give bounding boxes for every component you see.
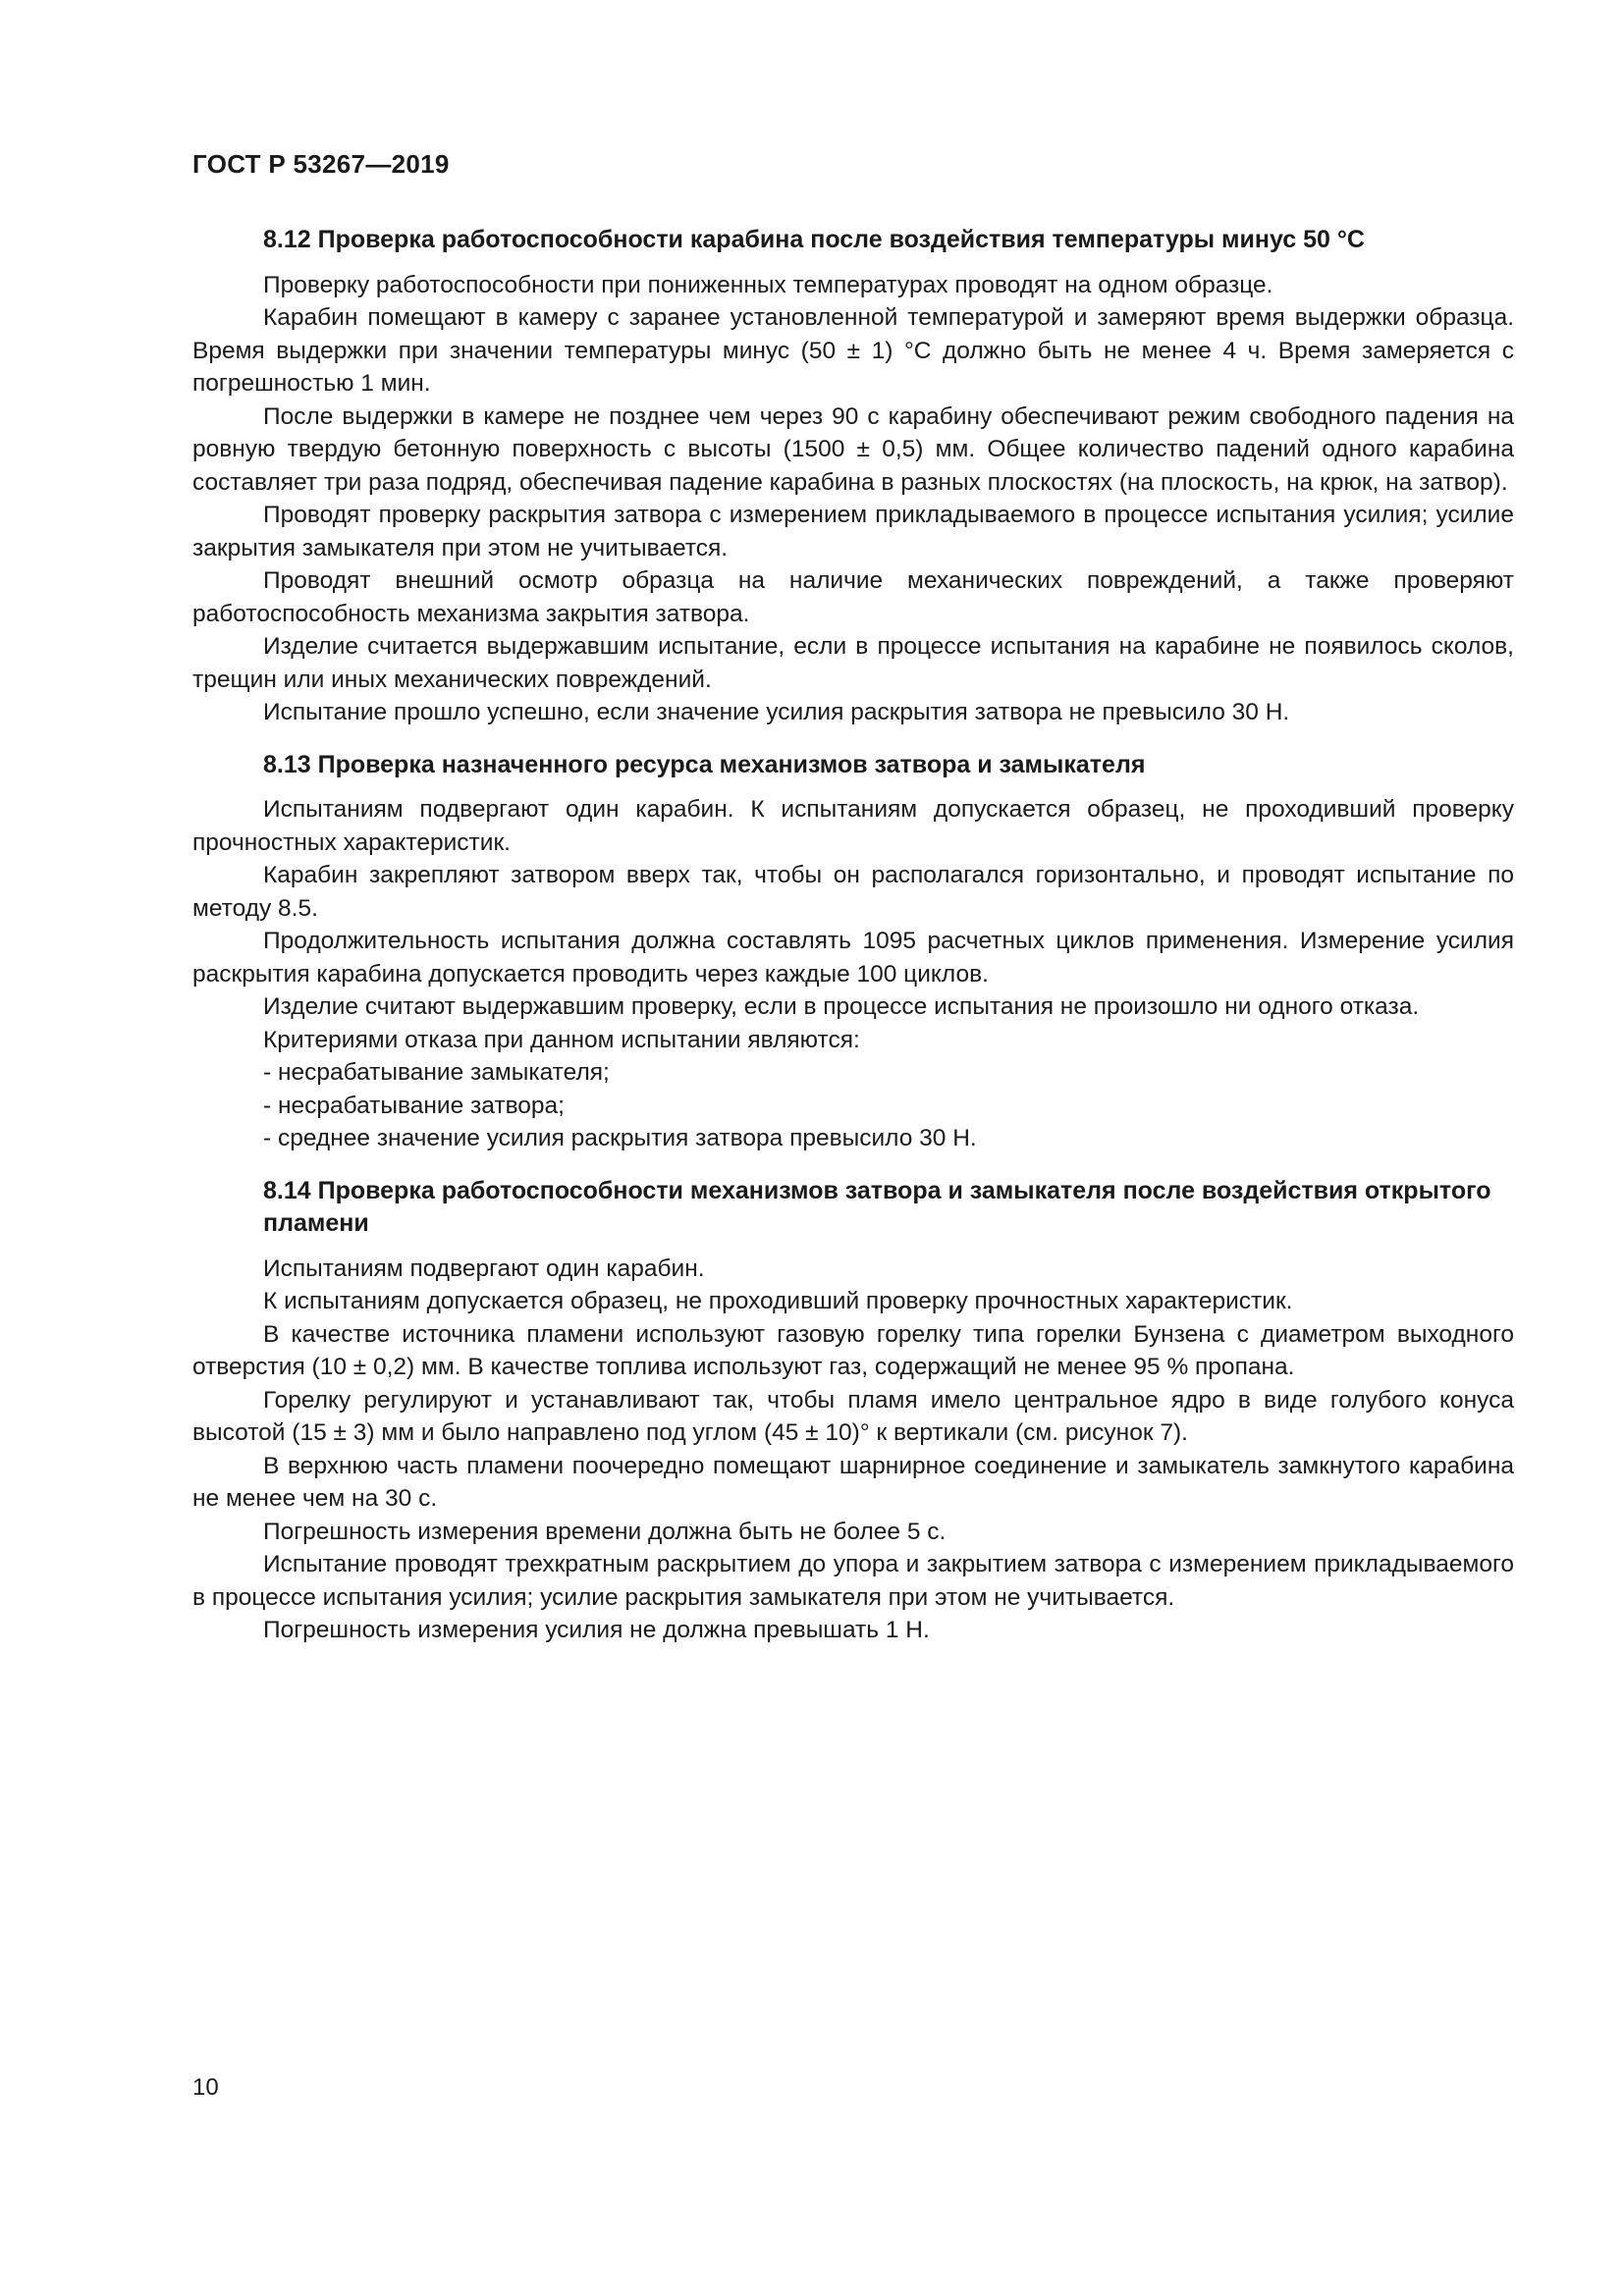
section-8-12-paragraph: Проводят проверку раскрытия затвора с измерением прикладываемого в процессе испытания усилия; усилие закрытия замыкателя при этом не учитывается. <box>192 502 1514 561</box>
section-8-12-paragraph: После выдержки в камере не позднее чем через 90 с карабину обеспечивают режим свободного падения на ровную твердую бетонную поверхность с высоты (1500 ± 0,5) мм. Общее количество падений одного карабина составляет три раза подряд, обеспечивая падение карабина в разных плоскостях (на плоскость, на крюк, на затвор). <box>192 402 1514 496</box>
section-8-14-paragraph: Погрешность измерения времени должна быть не более 5 с. <box>263 1518 947 1545</box>
document-code-header: ГОСТ Р 53267—2019 <box>192 149 450 179</box>
section-8-12-paragraph: Испытание прошло успешно, если значение усилия раскрытия затвора не превысило 30 Н. <box>263 699 1290 725</box>
section-8-13-paragraph: Карабин закрепляют затвором вверх так, чтобы он располагался горизонтально, и проводят испытание по методу 8.5. <box>192 862 1514 922</box>
list-item: - среднее значение усилия раскрытия затвора превысило 30 Н. <box>263 1125 977 1151</box>
page-number: 10 <box>192 2074 219 2101</box>
section-8-12-paragraph: Проверку работоспособности при пониженных температурах проводят на одном образце. <box>263 271 1273 298</box>
section-8-13-paragraph: Продолжительность испытания должна составлять 1095 расчетных циклов применения. Измерение усилия раскрытия карабина допускается проводить через каждые 100 циклов. <box>192 928 1514 988</box>
section-8-12-paragraph: Изделие считается выдержавшим испытание, если в процессе испытания на карабине не появилось сколов, трещин или иных механических повреждений. <box>192 633 1514 693</box>
section-8-13-title: 8.13 Проверка назначенного ресурса механизмов затвора и замыкателя <box>263 750 1146 778</box>
section-8-14-paragraph: Погрешность измерения усилия не должна превышать 1 Н. <box>263 1617 930 1643</box>
section-8-12-paragraph: Карабин помещают в камеру с заранее установленной температурой и замеряют время выдержки образца. Время выдержки при значении температуры минус (50 ± 1) °С должно быть не менее 4 ч. Время замеряется с погрешностью 1 мин. <box>192 304 1514 397</box>
section-8-14-paragraph: В верхнюю часть пламени поочередно помещают шарнирное соединение и замыкатель замкнутого карабина не менее чем на 30 с. <box>192 1452 1514 1512</box>
section-8-14-paragraph: Испытаниям подвергают один карабин. <box>263 1255 705 1282</box>
section-8-12-title: 8.12 Проверка работоспособности карабина после воздействия температуры минус 50 °С <box>263 226 1365 253</box>
section-8-14-paragraph: Горелку регулируют и устанавливают так, чтобы пламя имело центральное ядро в виде голубого конуса высотой (15 ± 3) мм и было направлено под углом (45 ± 10)° к вертикали (см. рисунок 7). <box>192 1386 1514 1446</box>
section-8-13-paragraph: Изделие считают выдержавшим проверку, если в процессе испытания не произошло ни одного отказа. <box>263 993 1420 1020</box>
section-8-14-paragraph: В качестве источника пламени используют газовую горелку типа горелки Бунзена с диаметром выходного отверстия (10 ± 0,2) мм. В качестве топлива используют газ, содержащий не менее 95 % пропана. <box>192 1320 1514 1380</box>
list-item: - несрабатывание замыкателя; <box>263 1059 610 1086</box>
section-8-14-title: 8.14 Проверка работоспособности механизмов затвора и замыкателя после воздействия открытого пламени <box>263 1176 1491 1237</box>
section-8-12-paragraph: Проводят внешний осмотр образца на наличие механических повреждений, а также проверяют работоспособность механизма закрытия затвора. <box>192 567 1514 627</box>
section-8-14-paragraph: К испытаниям допускается образец, не проходивший проверку прочностных характеристик. <box>263 1288 1293 1314</box>
section-8-13-paragraph: Критериями отказа при данном испытании являются: <box>263 1026 860 1053</box>
section-8-13-paragraph: Испытаниям подвергают один карабин. К испытаниям допускается образец, не проходивший проверку прочностных характеристик. <box>192 796 1514 856</box>
section-8-14-paragraph: Испытание проводят трехкратным раскрытием до упора и закрытием затвора с измерением прикладываемого в процессе испытания усилия; усилие раскрытия замыкателя при этом не учитывается. <box>192 1551 1514 1611</box>
list-item: - несрабатывание затвора; <box>263 1092 565 1119</box>
document-body <box>192 224 1514 1647</box>
failure-criteria-list <box>192 1056 1514 1155</box>
